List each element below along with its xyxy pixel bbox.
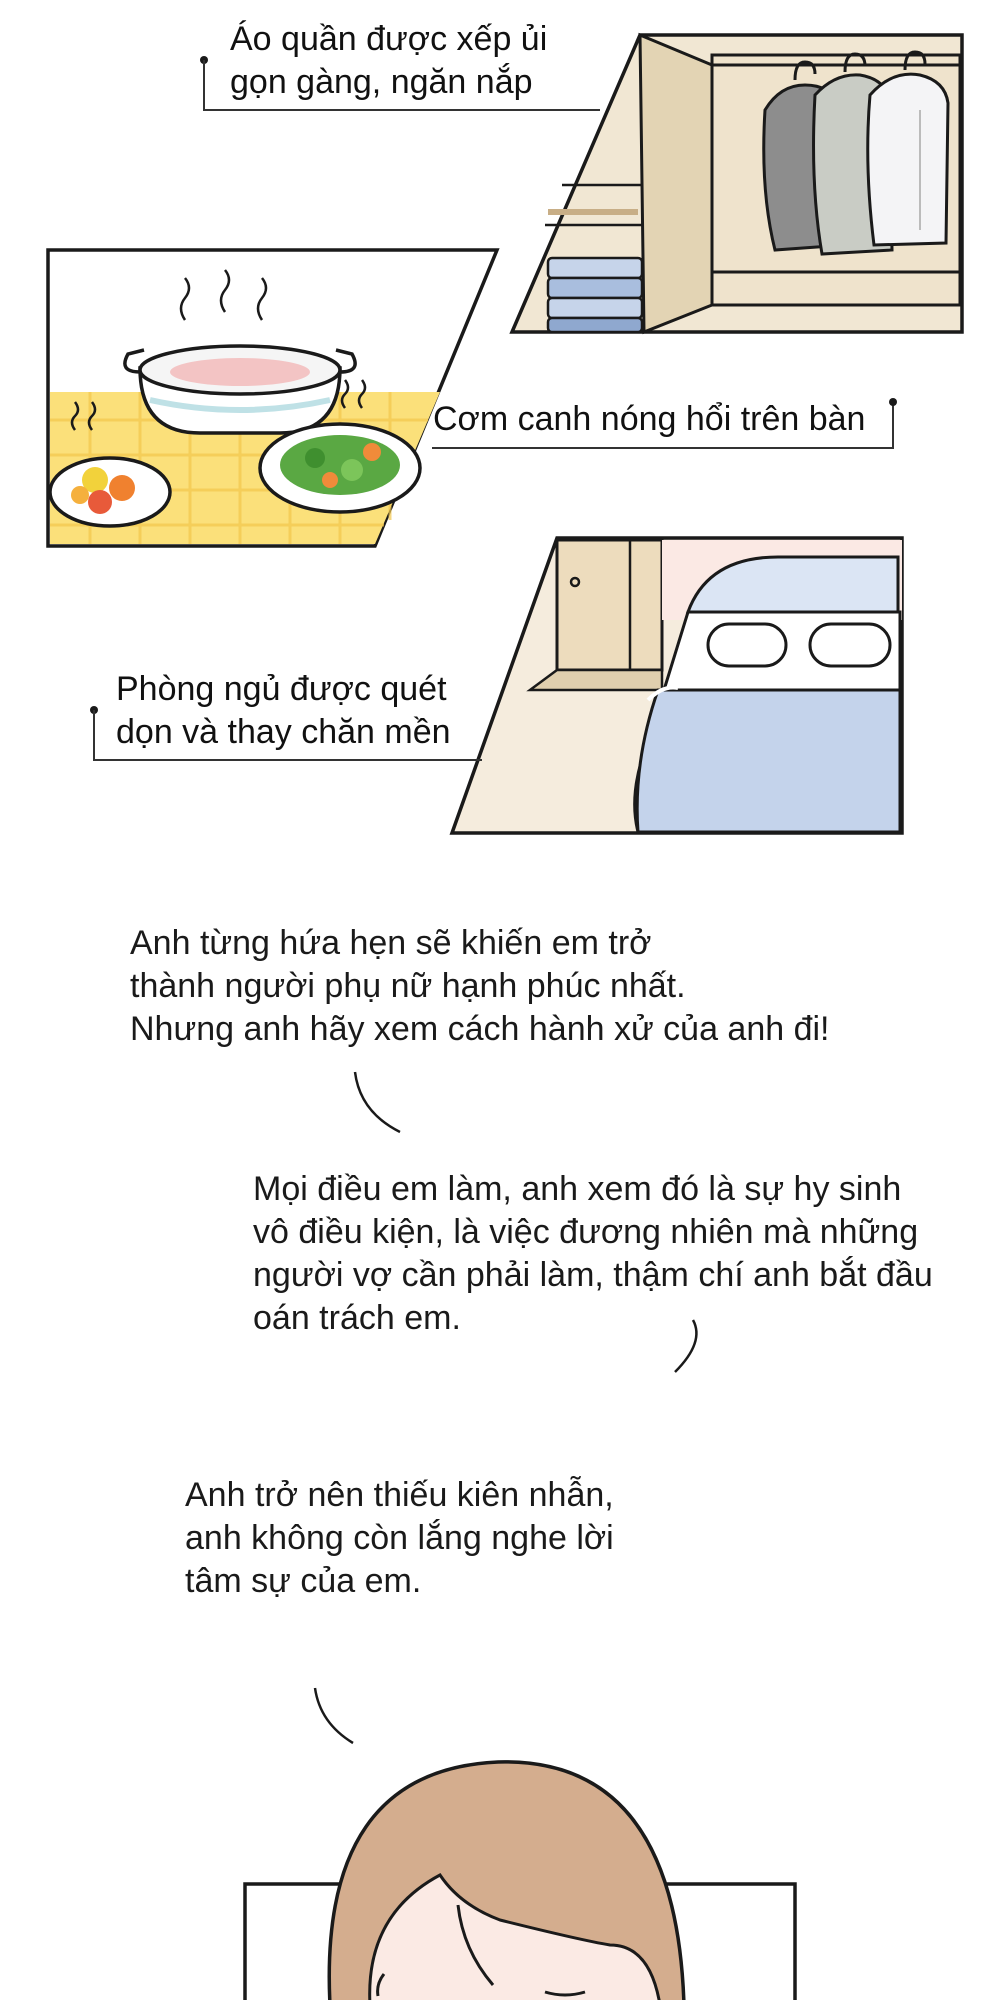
promise-paragraph [130, 922, 830, 1051]
wardrobe-caption [230, 18, 547, 104]
paragraph-line: Anh trở nên thiếu kiên nhẫn, [185, 1476, 614, 1514]
dining-table-illustration [48, 250, 497, 546]
paragraph-line: Anh từng hứa hẹn sẽ khiến em trở [130, 924, 652, 962]
table-caption [433, 398, 865, 441]
paragraph-line: Mọi điều em làm, anh xem đó là sự hy sinh [253, 1170, 902, 1208]
folded-clothes [548, 258, 642, 332]
speech-tail-1 [355, 1072, 400, 1132]
bedroom-illustration [452, 538, 902, 833]
impatient-paragraph [185, 1474, 614, 1603]
speech-tail-3 [315, 1688, 353, 1743]
paragraph-line: tâm sự của em. [185, 1562, 422, 1600]
sacrifice-paragraph [253, 1168, 933, 1340]
caption-line: Phòng ngủ được quét [116, 670, 447, 708]
caption-line: dọn và thay chăn mền [116, 713, 451, 751]
caption-line: Cơm canh nóng hổi trên bàn [433, 400, 866, 438]
wardrobe-illustration [512, 35, 962, 332]
paragraph-line: anh không còn lắng nghe lời [185, 1519, 614, 1557]
paragraph-line: Nhưng anh hãy xem cách hành xử của anh đi! [130, 1010, 830, 1048]
caption-line: gọn gàng, ngăn nắp [230, 63, 533, 101]
paragraph-line: thành người phụ nữ hạnh phúc nhất. [130, 967, 686, 1005]
woman-character-illustration [245, 1762, 795, 2000]
paragraph-line: oán trách em. [253, 1299, 461, 1337]
bedroom-caption [116, 668, 451, 754]
paragraph-line: người vợ cần phải làm, thậm chí anh bắt đầu [253, 1256, 933, 1294]
hanging-jackets [764, 74, 948, 254]
paragraph-line: vô điều kiện, là việc đương nhiên mà những [253, 1213, 919, 1251]
caption-line: Áo quần được xếp ủi [230, 20, 548, 58]
